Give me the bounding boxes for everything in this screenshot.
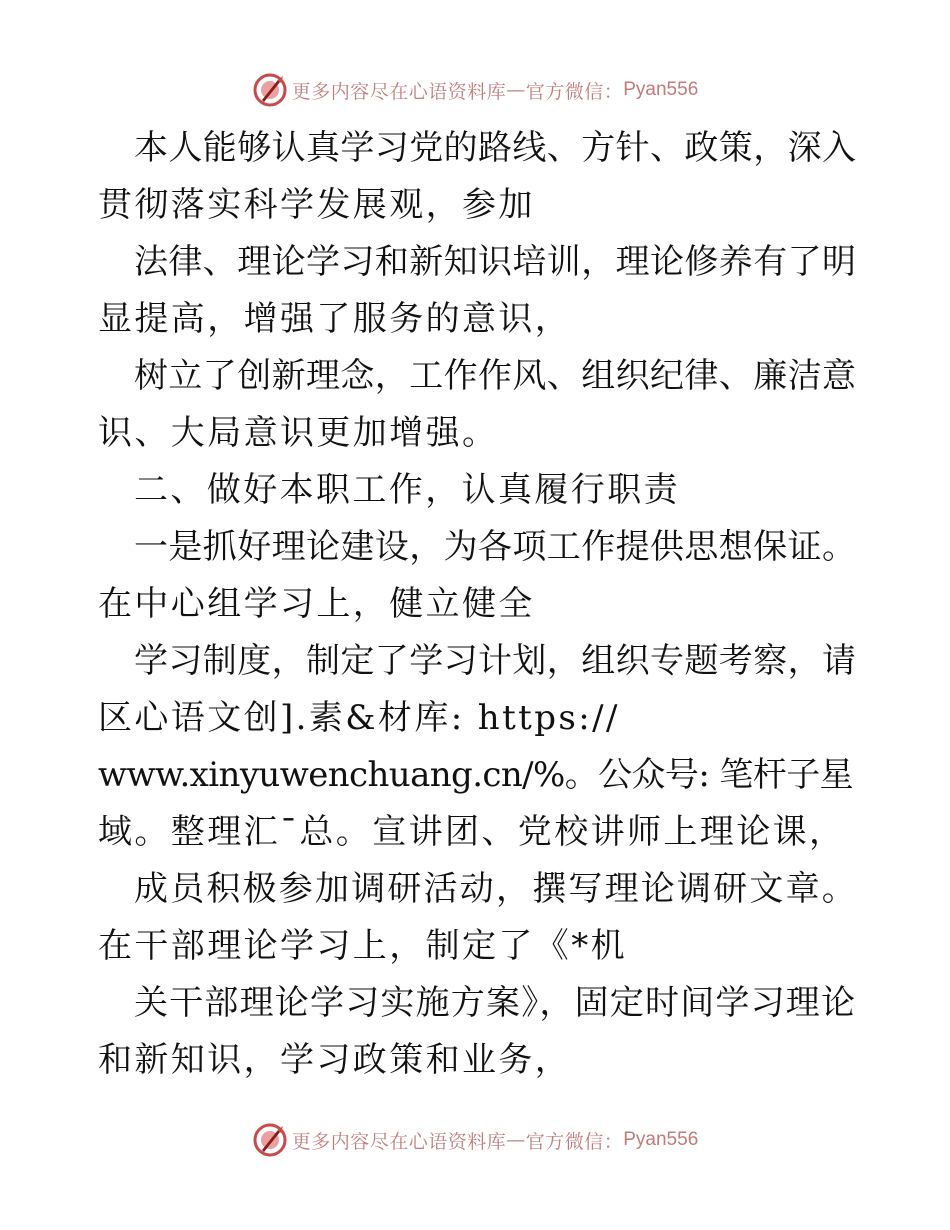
watermark-account: Pyan556 [623,1129,699,1150]
section-heading: 二、做好本职工作，认真履行职责 [134,470,680,510]
text-line: 在干部理论学习上，制定了《*机 [98,926,627,966]
watermark-account: Pyan556 [623,79,699,100]
quill-logo-icon [252,1122,288,1158]
watermark-official: 官方微信： [525,1130,624,1153]
watermark-text: 更多内容尽在心语资料库 [291,80,507,103]
header-watermark [0,70,950,110]
document-body [98,120,858,1089]
text-line: 区心语文创].素&材库: https:// [98,698,620,738]
text-line: 树立了创新理念，工作作风、组织纪律、廉洁意 [134,356,857,396]
text-line: www.xinyuwenchuang.cn/%。公众号: 笔杆子星 [98,755,853,795]
text-line: 一是抓好理论建设，为各项工作提供思想保证。 [134,527,857,567]
text-line: 和新知识，学习政策和业务， [98,1040,572,1080]
watermark-separator: — [506,79,526,101]
watermark-official: 官方微信： [525,80,624,103]
text-line: 成员积极参加调研活动，撰写理论调研文章。 [134,869,858,909]
text-line: 法律、理论学习和新知识培训，理论修养有了明 [134,242,857,282]
text-line: 本人能够认真学习党的路线、方针、政策，深入 [134,128,857,168]
text-line: 在中心组学习上，健立健全 [98,584,535,624]
text-line: 域。整理汇¯总。宣讲团、党校讲师上理论课， [98,812,846,852]
text-line: 学习制度，制定了学习计划，组织专题考察，请 [134,641,857,681]
text-line: 关干部理论学习实施方案》，固定时间学习理论 [134,983,857,1023]
watermark-separator: — [506,1129,526,1151]
text-line: 识、大局意识更加增强。 [98,413,499,453]
watermark-text: 更多内容尽在心语资料库 [291,1130,507,1153]
quill-logo-icon [252,72,288,108]
text-line: 贯彻落实科学发展观，参加 [98,185,535,225]
text-line: 显提高，增强了服务的意识， [98,299,572,339]
footer-watermark [0,1120,950,1160]
